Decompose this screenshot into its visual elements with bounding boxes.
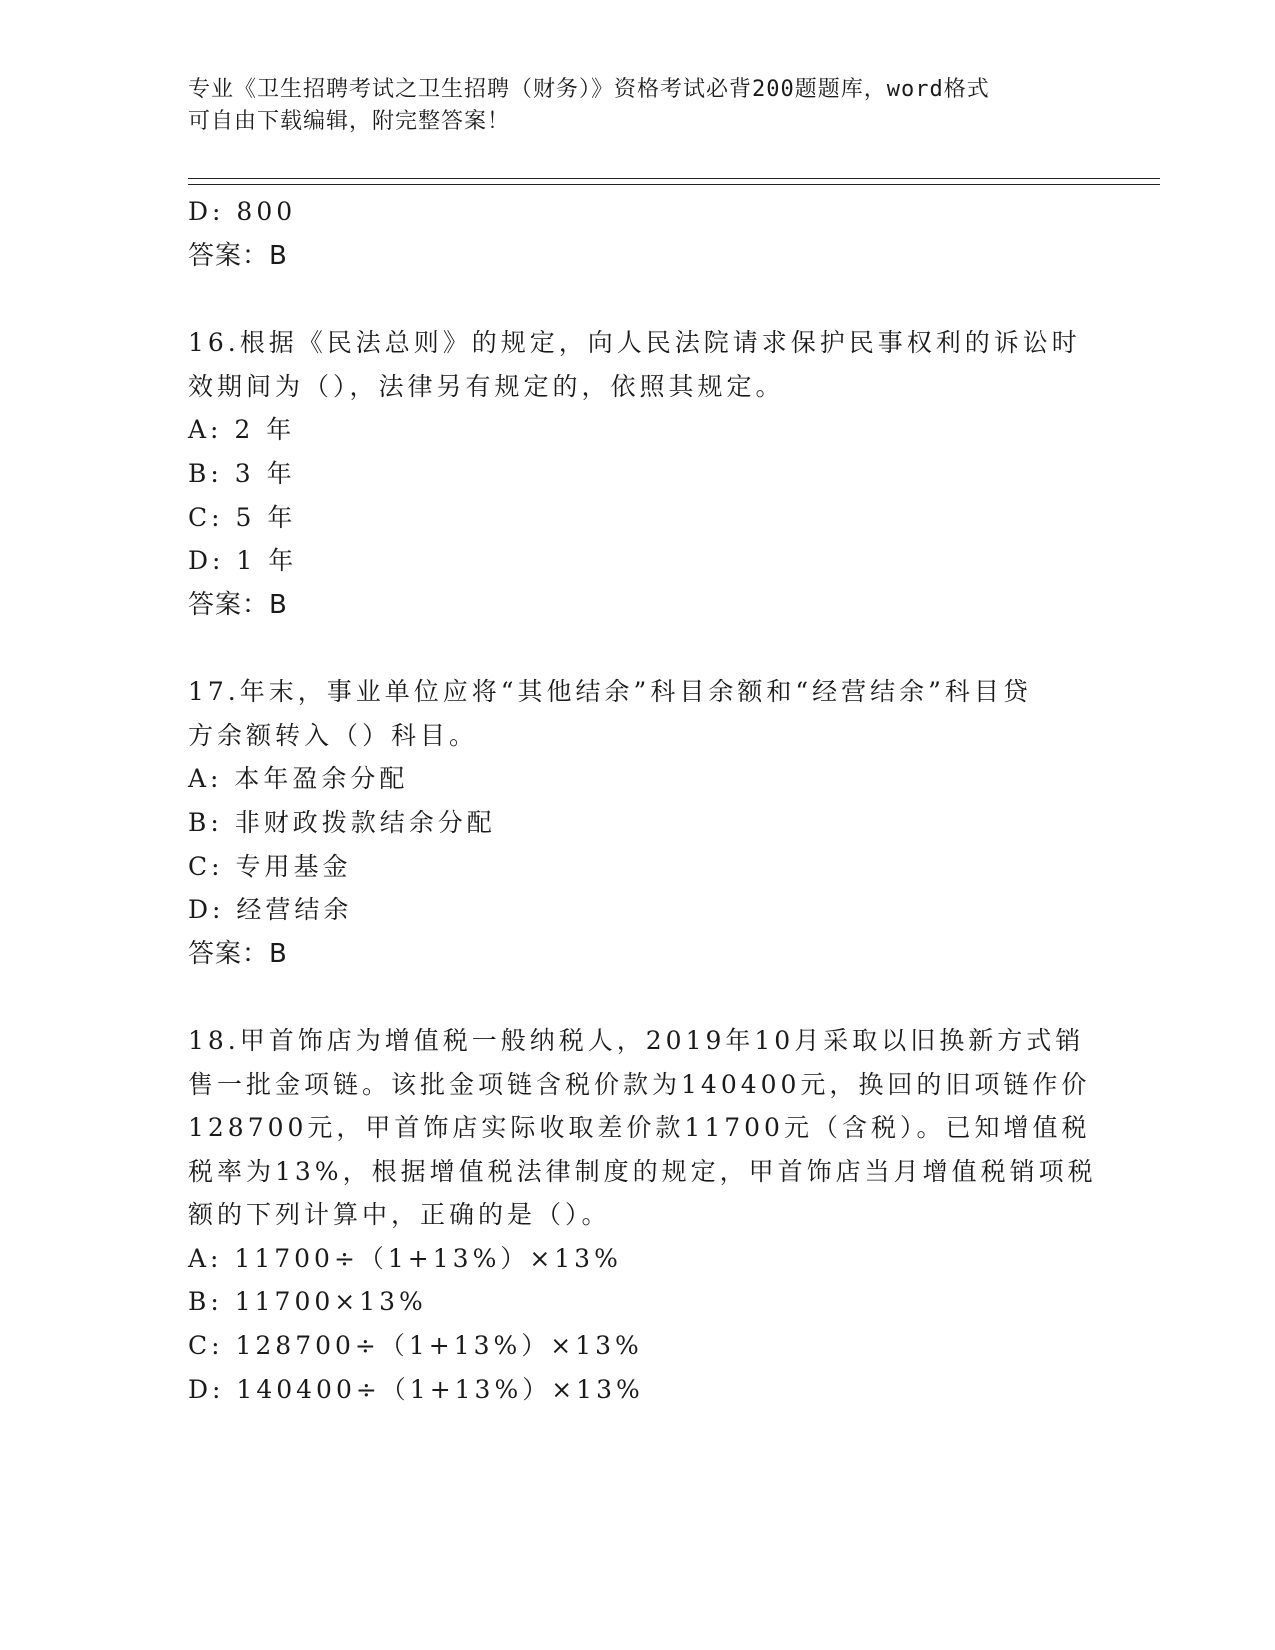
header-line-2: 可自由下载编辑，附完整答案！	[188, 109, 511, 134]
header-rule-top	[188, 178, 1160, 179]
q17-option-c: C: 专用基金	[188, 852, 352, 881]
q17-answer: 答案：B	[188, 939, 288, 969]
q18-option-d: D: 140400÷（1+13%）×13%	[188, 1375, 644, 1404]
q17-stem-line-2: 方余额转入（）科目。	[188, 721, 479, 750]
q18-stem-line-2: 售一批金项链。该批金项链含税价款为140400元，换回的旧项链作价	[188, 1070, 1091, 1099]
q18-stem-line-3: 128700元，甲首饰店实际收取差价款11700元（含税）。已知增值税	[188, 1113, 1091, 1142]
q17-stem-line-1: 17.年末，事业单位应将“其他结余”科目余额和“经营结余”科目贷	[188, 677, 1032, 706]
header-rule-bottom	[188, 184, 1160, 185]
prev-answer: 答案：B	[188, 241, 288, 271]
q16-answer: 答案：B	[188, 590, 288, 620]
q16-option-b: B: 3 年	[188, 459, 296, 488]
q18-option-a: A: 11700÷（1+13%）×13%	[188, 1244, 622, 1273]
q16-stem-line-1: 16.根据《民法总则》的规定，向人民法院请求保护民事权利的诉讼时	[188, 328, 1081, 357]
q18-stem-line-1: 18.甲首饰店为增值税一般纳税人，2019年10月采取以旧换新方式销	[188, 1026, 1085, 1055]
q16-stem-line-2: 效期间为（），法律另有规定的，依照其规定。	[188, 372, 785, 401]
q16-option-c: C: 5 年	[188, 503, 297, 532]
q16-option-d: D: 1 年	[188, 546, 298, 575]
q17-option-d: D: 经营结余	[188, 895, 353, 924]
q16-option-a: A: 2 年	[188, 415, 296, 444]
prev-option-d: D: 800	[188, 197, 297, 226]
document-header	[188, 74, 1088, 138]
q18-option-b: B: 11700×13%	[188, 1287, 427, 1316]
q18-stem-line-4: 税率为13%，根据增值税法律制度的规定，甲首饰店当月增值税销项税	[188, 1157, 1097, 1186]
header-line-1: 专业《卫生招聘考试之卫生招聘（财务）》资格考试必背200题题库，word格式	[188, 77, 990, 102]
q18-stem-line-5: 额的下列计算中，正确的是（）。	[188, 1200, 611, 1229]
q17-option-a: A: 本年盈余分配	[188, 764, 409, 793]
q18-option-c: C: 128700÷（1+13%）×13%	[188, 1331, 643, 1360]
q17-option-b: B: 非财政拨款结余分配	[188, 808, 496, 837]
